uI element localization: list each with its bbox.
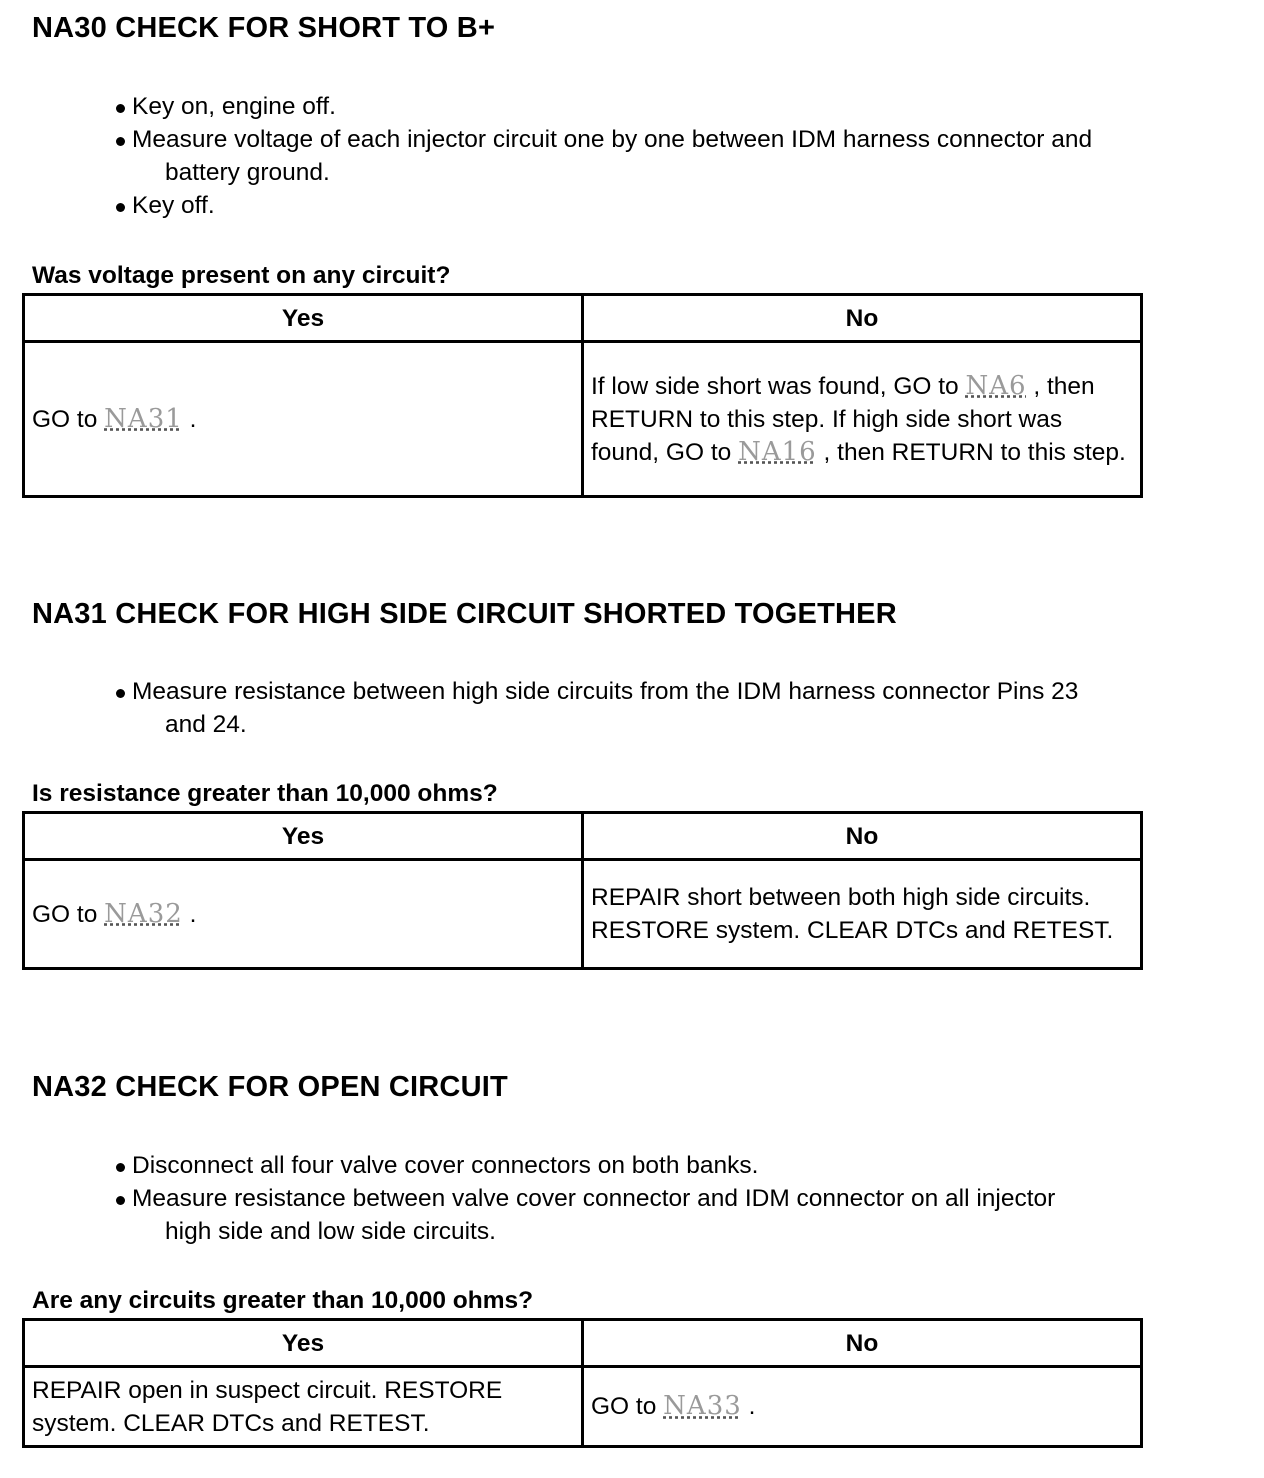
bullet-icon bbox=[116, 1163, 125, 1172]
link-na33[interactable]: NA33 bbox=[663, 1391, 742, 1421]
yes-header: Yes bbox=[24, 295, 583, 342]
bullet-icon bbox=[116, 203, 125, 212]
no-cell: GO to NA33 . bbox=[583, 1367, 1142, 1447]
no-header: No bbox=[583, 1320, 1142, 1367]
instruction-list bbox=[116, 675, 1078, 741]
no-header: No bbox=[583, 295, 1142, 342]
link-na16[interactable]: NA16 bbox=[738, 436, 817, 467]
yes-cell: GO to NA31 . bbox=[24, 342, 583, 497]
list-item: Measure resistance between high side circuits from the IDM harness connector Pins 23 and 24. bbox=[116, 675, 1078, 741]
link-na6[interactable]: NA6 bbox=[965, 370, 1027, 401]
bullet-icon bbox=[116, 137, 125, 146]
link-na31[interactable]: NA31 bbox=[104, 403, 183, 434]
yes-no-table bbox=[22, 1318, 1143, 1448]
instruction-list bbox=[116, 90, 1092, 222]
yes-no-table bbox=[22, 293, 1143, 498]
yes-header: Yes bbox=[24, 813, 583, 860]
list-item: Measure voltage of each injector circuit one by one between IDM harness connector and battery ground. bbox=[116, 123, 1092, 189]
yes-header: Yes bbox=[24, 1320, 583, 1367]
question-text: Are any circuits greater than 10,000 ohms? bbox=[32, 1287, 534, 1314]
section-heading: NA31 CHECK FOR HIGH SIDE CIRCUIT SHORTED TOGETHER bbox=[32, 598, 897, 630]
no-cell: If low side short was found, GO to NA6 , then RETURN to this step. If high side short was found, GO to NA16 , then RETURN to this step. bbox=[583, 342, 1142, 497]
bullet-icon bbox=[116, 689, 125, 698]
list-item: Measure resistance between valve cover connector and IDM connector on all injector high side and low side circuits. bbox=[116, 1182, 1055, 1248]
link-na32[interactable]: NA32 bbox=[104, 898, 183, 929]
list-item: Key off. bbox=[116, 189, 1092, 222]
section-heading: NA30 CHECK FOR SHORT TO B+ bbox=[32, 12, 496, 44]
question-text: Is resistance greater than 10,000 ohms? bbox=[32, 780, 498, 807]
question-text: Was voltage present on any circuit? bbox=[32, 262, 451, 289]
no-cell: REPAIR short between both high side circuits. RESTORE system. CLEAR DTCs and RETEST. bbox=[583, 860, 1142, 969]
bullet-icon bbox=[116, 104, 125, 113]
section-heading: NA32 CHECK FOR OPEN CIRCUIT bbox=[32, 1071, 508, 1103]
instruction-list bbox=[116, 1149, 1055, 1248]
no-header: No bbox=[583, 813, 1142, 860]
list-item: Key on, engine off. bbox=[116, 90, 1092, 123]
list-item: Disconnect all four valve cover connectors on both banks. bbox=[116, 1149, 1055, 1182]
yes-no-table bbox=[22, 811, 1143, 970]
yes-cell: REPAIR open in suspect circuit. RESTORE system. CLEAR DTCs and RETEST. bbox=[24, 1367, 583, 1447]
bullet-icon bbox=[116, 1196, 125, 1205]
yes-cell: GO to NA32 . bbox=[24, 860, 583, 969]
